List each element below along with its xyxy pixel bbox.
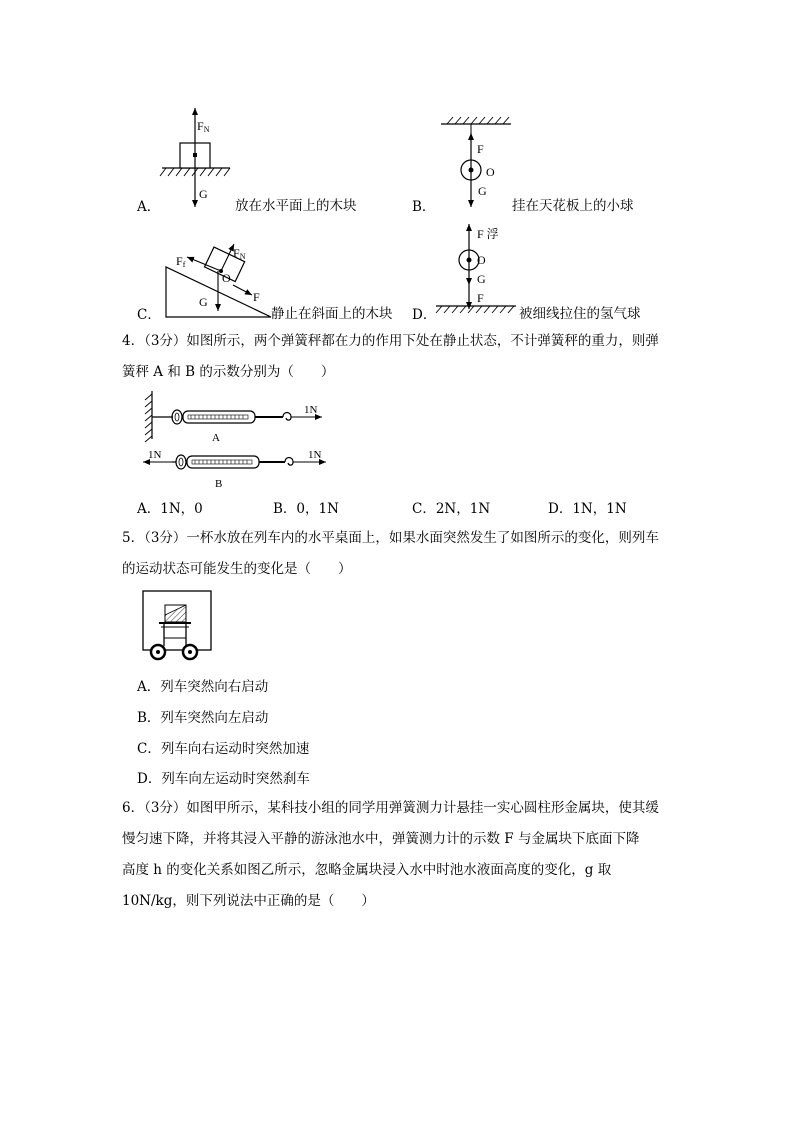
q5-option-a[interactable]: A．列车突然向右启动 (137, 679, 269, 695)
q5-option-c[interactable]: C．列车向右运动时突然加速 (137, 741, 310, 757)
q4-option-c[interactable]: C．2N，1N (412, 501, 491, 517)
option-c-desc: 静止在斜面上的木块 (271, 306, 393, 322)
q4-option-d[interactable]: D．1N，1N (548, 501, 627, 517)
q4-option-a[interactable]: A．1N，0 (137, 501, 203, 517)
label-f: F (477, 291, 484, 305)
label-a: A (212, 432, 220, 444)
q6-line-1: 6．（3分）如图甲所示，某科技小组的同学用弹簧测力计悬挂一实心圆柱形金属块，使其缓 (122, 800, 659, 816)
q4-stem-line-1: 4．（3分）如图所示，两个弹簧秤都在力的作用下处在静止状态，不计弹簧秤的重力，则弹 (122, 333, 659, 349)
label-b-left: 1N (148, 449, 162, 461)
q6-line-4: 10N/kg，则下列说法中正确的是（ ） (122, 893, 375, 909)
option-d-desc: 被细线拉住的氢气球 (519, 306, 641, 322)
label-f: F (253, 290, 260, 304)
q5-stem-line-2: 的运动状态可能发生的变化是（ ） (122, 561, 352, 577)
label-fn: FN (233, 246, 246, 261)
q5-stem-line-1: 5．（3分）一杯水放在列车内的水平桌面上，如果水面突然发生了如图所示的变化，则列车 (122, 530, 659, 546)
label-g: G (478, 184, 487, 198)
label-ff: Ff (176, 254, 186, 269)
option-b-letter: B． (412, 199, 436, 215)
label-g: G (199, 295, 208, 309)
q4-stem-line-2: 簧秤 A 和 B 的示数分别为（ ） (122, 364, 335, 380)
label-o: O (477, 253, 486, 267)
q4-option-b[interactable]: B．0，1N (273, 501, 339, 517)
option-a-letter: A． (137, 199, 161, 215)
label-g: G (199, 187, 208, 201)
q5-option-b[interactable]: B．列车突然向左启动 (137, 710, 269, 726)
label-g: G (477, 272, 486, 286)
q5-option-d[interactable]: D．列车向左运动时突然刹车 (137, 771, 310, 787)
label-ffu: F 浮 (477, 227, 499, 241)
label-o: O (486, 165, 495, 179)
option-d-letter: D． (412, 307, 437, 323)
label-b: B (215, 478, 223, 490)
option-c-letter: C． (137, 307, 161, 323)
option-b-desc: 挂在天花板上的小球 (512, 198, 634, 214)
q6-line-2: 慢匀速下降，并将其浸入平静的游泳池水中，弹簧测力计的示数 F 与金属块下底面下降 (122, 831, 640, 847)
label-f: F (477, 142, 484, 156)
option-a-desc: 放在水平面上的木块 (235, 198, 357, 214)
label-o: O (222, 271, 231, 285)
label-fn: FN (197, 119, 210, 134)
q6-line-3: 高度 h 的变化关系如图乙所示，忽略金属块浸入水中时池水液面高度的变化，g 取 (122, 862, 612, 878)
label-a-right: 1N (304, 404, 318, 416)
label-b-right: 1N (308, 449, 322, 461)
